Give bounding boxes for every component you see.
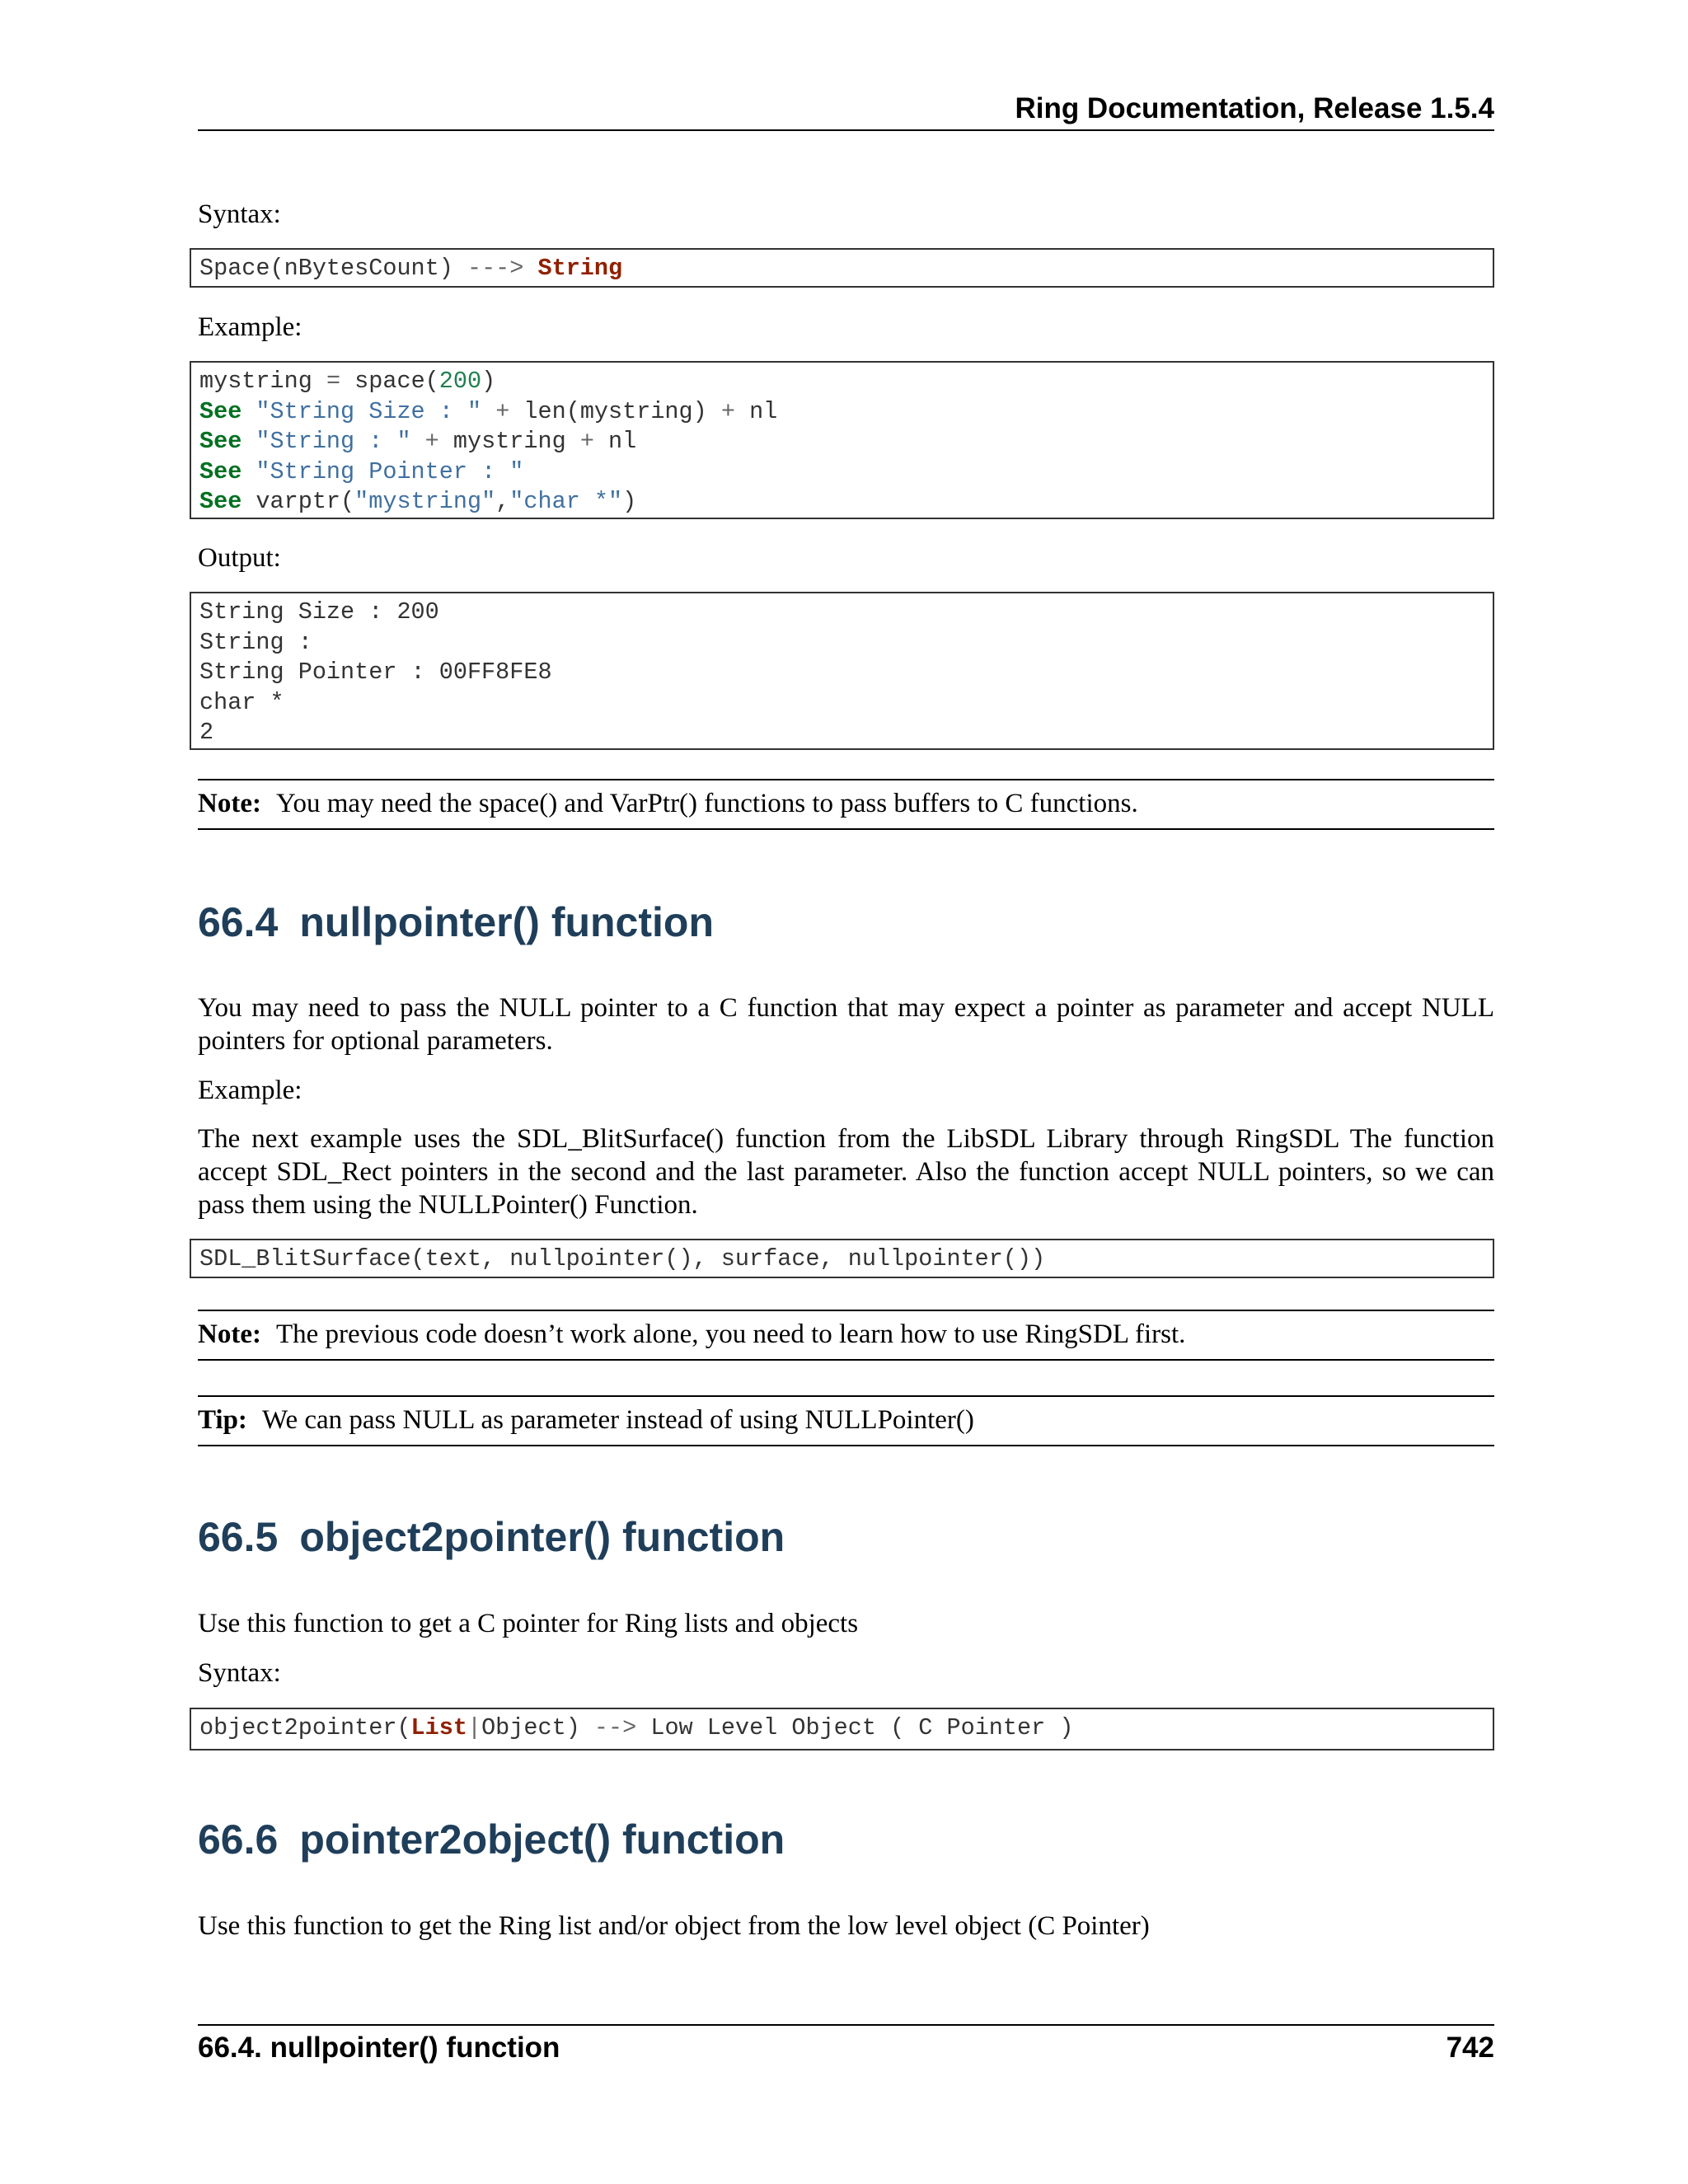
space-output-code: String Size : 200 String : String Pointer : 00FF8FE8 char * 2 (190, 592, 1494, 750)
object2pointer-intro: Use this function to get a C pointer for Ring lists and objects (198, 1609, 859, 1638)
object2pointer-syntax-code: object2pointer(List|Object) --> Low Level Object ( C Pointer ) (190, 1708, 1494, 1750)
space-example-code: mystring = space(200) See "String Size : " + len(mystring) + nl See "String : " + mystring + nl See "String Pointer : " See varptr("mystring","char *") (190, 361, 1494, 519)
syntax-label: Syntax: (198, 199, 281, 229)
section-heading-66-6: 66.6 pointer2object() function (198, 1816, 785, 1863)
output-label: Output: (198, 543, 281, 573)
tip-box-null: Tip: We can pass NULL as parameter instead of using NULLPointer() (198, 1395, 1494, 1446)
syntax-label: Syntax: (198, 1658, 281, 1688)
header-rule (198, 129, 1494, 131)
section-heading-66-5: 66.5 object2pointer() function (198, 1514, 785, 1560)
example-label: Example: (198, 1076, 302, 1105)
note-box-buffers: Note: You may need the space() and VarPtr() functions to pass buffers to C functions. (198, 779, 1494, 830)
pointer2object-intro: Use this function to get the Ring list and/or object from the low level object (C Pointer) (198, 1911, 1150, 1941)
nullpointer-example-desc: The next example uses the SDL_BlitSurface() function from the LibSDL Library through RingSDL The function accept SDL_Rect pointers in the second and the last parameter. Also the function accept NULL pointers, so we can pass them using the NULLPointer() Function. (198, 1124, 1494, 1220)
example-label: Example: (198, 312, 302, 342)
running-header: Ring Documentation, Release 1.5.4 (1015, 92, 1494, 124)
space-syntax-code: Space(nBytesCount) ---> String (190, 248, 1494, 288)
footer-section-title: 66.4. nullpointer() function (198, 2032, 560, 2064)
footer-rule (198, 2024, 1494, 2026)
document-page (198, 0, 1494, 2184)
page-number: 742 (1446, 2032, 1494, 2064)
blitsurface-code: SDL_BlitSurface(text, nullpointer(), surface, nullpointer()) (190, 1239, 1494, 1278)
section-heading-66-4: 66.4 nullpointer() function (198, 899, 714, 945)
nullpointer-intro: You may need to pass the NULL pointer to a C function that may expect a pointer as parameter and accept NULL pointers for optional parameters. (198, 993, 1494, 1056)
note-box-ringsdl: Note: The previous code doesn’t work alone, you need to learn how to use RingSDL first. (198, 1310, 1494, 1361)
